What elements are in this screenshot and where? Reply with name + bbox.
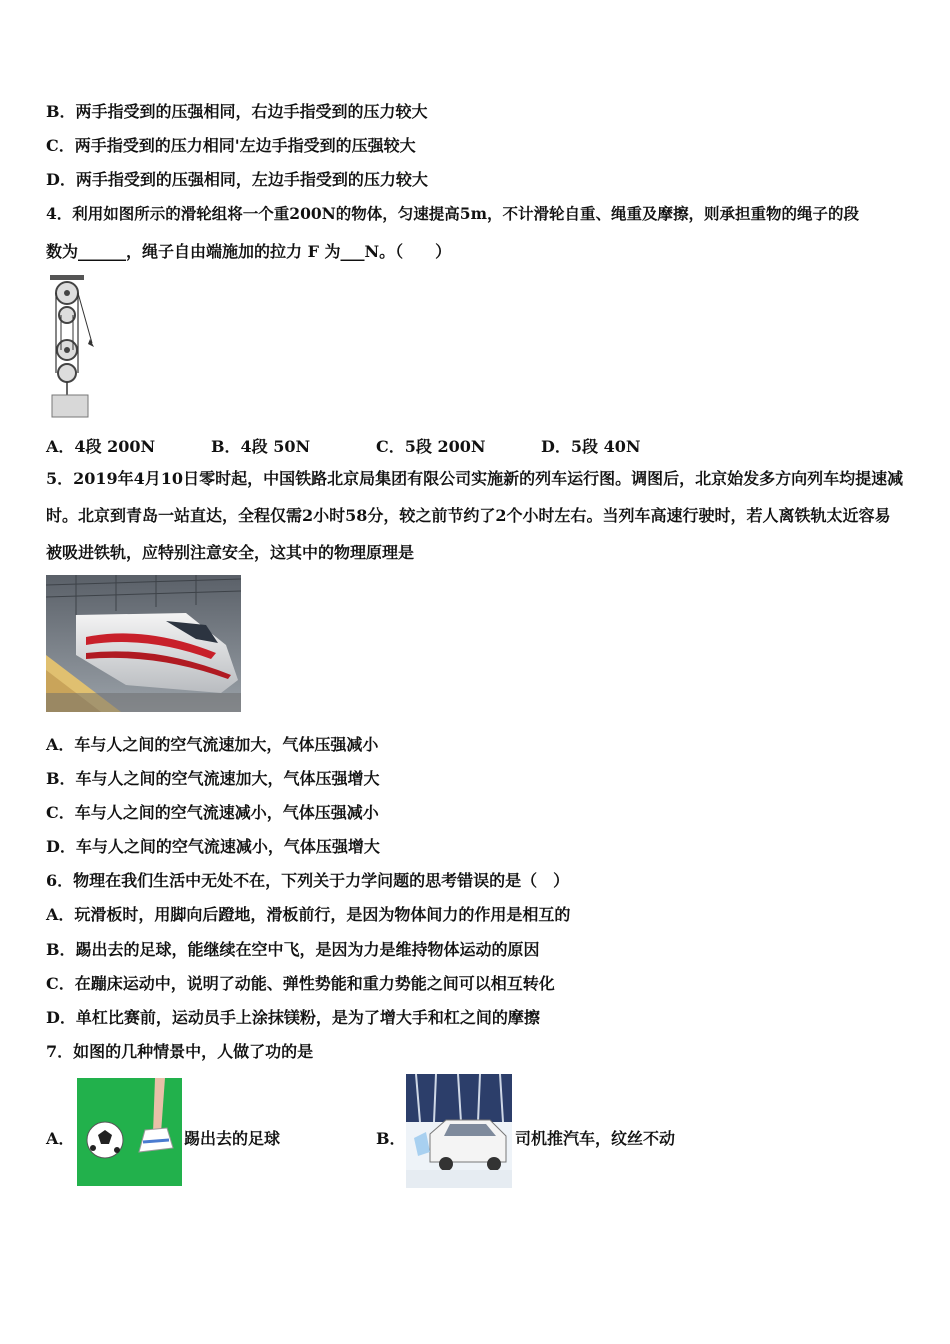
q7-option-a-letter: A．	[46, 1129, 75, 1148]
q4-stem-line2: 数为______，绳子自由端施加的拉力 F 为___N。（ ）	[46, 242, 452, 261]
soccer-kick-picture	[77, 1078, 182, 1186]
q4-option-d: D．5段 40N	[541, 437, 641, 456]
q7-option-b-letter: B．	[376, 1129, 406, 1148]
q4-option-b: B．4段 50N	[211, 437, 311, 456]
q3-option-c: C．两手指受到的压力相同'左边手指受到的压强较大	[46, 136, 416, 155]
q4-option-c: C．5段 200N	[376, 437, 486, 456]
q4-stem-line1: 4．利用如图所示的滑轮组将一个重200N的物体，匀速提高5m，不计滑轮自重、绳重及摩擦，则承担重物的绳子的段	[46, 204, 859, 223]
q6-option-c: C．在蹦床运动中，说明了动能、弹性势能和重力势能之间可以相互转化	[46, 974, 555, 993]
high-speed-train-photo	[46, 575, 241, 712]
q7-option-b-text: 司机推汽车，纹丝不动	[515, 1129, 676, 1148]
q3-option-b: B．两手指受到的压强相同，右边手指受到的压力较大	[46, 102, 428, 121]
q7-stem: 7．如图的几种情景中，人做了功的是	[46, 1042, 314, 1061]
q5-option-c: C．车与人之间的空气流速减小，气体压强减小	[46, 803, 379, 822]
q6-stem: 6．物理在我们生活中无处不在，下列关于力学问题的思考错误的是（ ）	[46, 871, 570, 890]
q5-option-b: B．车与人之间的空气流速加大，气体压强增大	[46, 769, 380, 788]
push-car-picture	[406, 1074, 512, 1188]
q6-option-a: A．玩滑板时，用脚向后蹬地，滑板前行，是因为物体间力的作用是相互的	[46, 905, 571, 924]
q5-stem: 5．2019年4月10日零时起，中国铁路北京局集团有限公司实施新的列车运行图。调图后，北京始发多方向列车均提速减时。北京到青岛一站直达，全程仅需2小时58分，较之前节约了2个小时左右。当列车高速行驶时，若人离铁轨太近容易被吸进铁轨，应特别注意安全，这其中的物理原理是	[46, 469, 904, 562]
q6-option-d: D．单杠比赛前，运动员手上涂抹镁粉，是为了增大手和杠之间的摩擦	[46, 1008, 540, 1027]
q6-option-b: B．踢出去的足球，能继续在空中飞，是因为力是维持物体运动的原因	[46, 940, 540, 959]
q7-option-a-text: 踢出去的足球	[184, 1129, 281, 1148]
q4-option-a: A．4段 200N	[46, 437, 156, 456]
q4-options	[46, 434, 706, 457]
q5-option-d: D．车与人之间的空气流速减小，气体压强增大	[46, 837, 380, 856]
pulley-system-figure	[46, 275, 96, 418]
q3-option-d: D．两手指受到的压强相同，左边手指受到的压力较大	[46, 170, 428, 189]
q5-option-a: A．车与人之间的空气流速加大，气体压强减小	[46, 735, 379, 754]
